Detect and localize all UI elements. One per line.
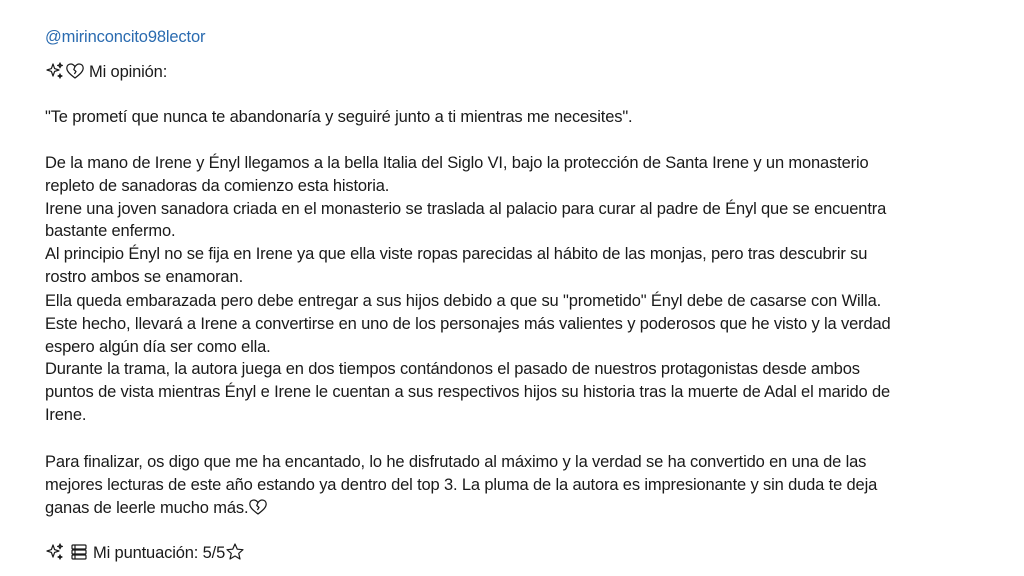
body-line: puntos de vista mientras Ényl e Irene le cuentan a sus respectivos hijos su historia tras la muerte de Adal el marido de	[45, 383, 891, 401]
body-line: De la mano de Irene y Ényl llegamos a la bella Italia del Siglo VI, bajo la protección de Santa Irene y un monasterio	[45, 154, 869, 172]
conclusion-line: mejores lecturas de este año estando ya dentro del top 3. La pluma de la autora es impresionante y sin duda te deja	[45, 476, 878, 494]
opinion-label: Mi opinión:	[89, 63, 168, 81]
star-outline-icon	[225, 542, 245, 562]
opinion-heading	[45, 61, 167, 83]
heart-outline-icon	[65, 61, 85, 81]
body-line: Este hecho, llevará a Irene a convertirse en uno de los personajes más valientes y poderosos que he visto y la verdad	[45, 315, 891, 333]
rating-line	[45, 542, 245, 564]
rating-label: Mi puntuación: 5/5	[93, 544, 226, 562]
body-line: Al principio Ényl no se fija en Irene ya que ella viste ropas parecidas al hábito de las monjas, pero tras descubrir su	[45, 245, 868, 263]
body-line: rostro ambos se enamoran.	[45, 268, 244, 286]
quote-line: "Te prometí que nunca te abandonaría y seguiré junto a ti mientras me necesites".	[45, 108, 633, 126]
body-line: Ella queda embarazada pero debe entregar a sus hijos debido a que su "prometido" Ényl debe de casarse con Willa.	[45, 292, 882, 310]
username-link[interactable]: @mirinconcito98lector	[45, 28, 206, 46]
sparkles-icon	[45, 61, 65, 81]
books-icon	[69, 542, 89, 562]
body-line: bastante enfermo.	[45, 222, 176, 240]
body-line: espero algún día ser como ella.	[45, 338, 271, 356]
heart-outline-icon	[248, 497, 268, 517]
sparkles-icon	[45, 542, 65, 562]
conclusion-line	[45, 497, 268, 519]
body-line: repleto de sanadoras da comienzo esta historia.	[45, 177, 390, 195]
conclusion-text: ganas de leerle mucho más.	[45, 499, 249, 517]
body-line: Irene.	[45, 406, 87, 424]
conclusion-line: Para finalizar, os digo que me ha encantado, lo he disfrutado al máximo y la verdad se ha convertido en una de las	[45, 453, 867, 471]
body-line: Durante la trama, la autora juega en dos tiempos contándonos el pasado de nuestros protagonistas desde ambos	[45, 360, 860, 378]
body-line: Irene una joven sanadora criada en el monasterio se traslada al palacio para curar al padre de Ényl que se encuentra	[45, 200, 887, 218]
